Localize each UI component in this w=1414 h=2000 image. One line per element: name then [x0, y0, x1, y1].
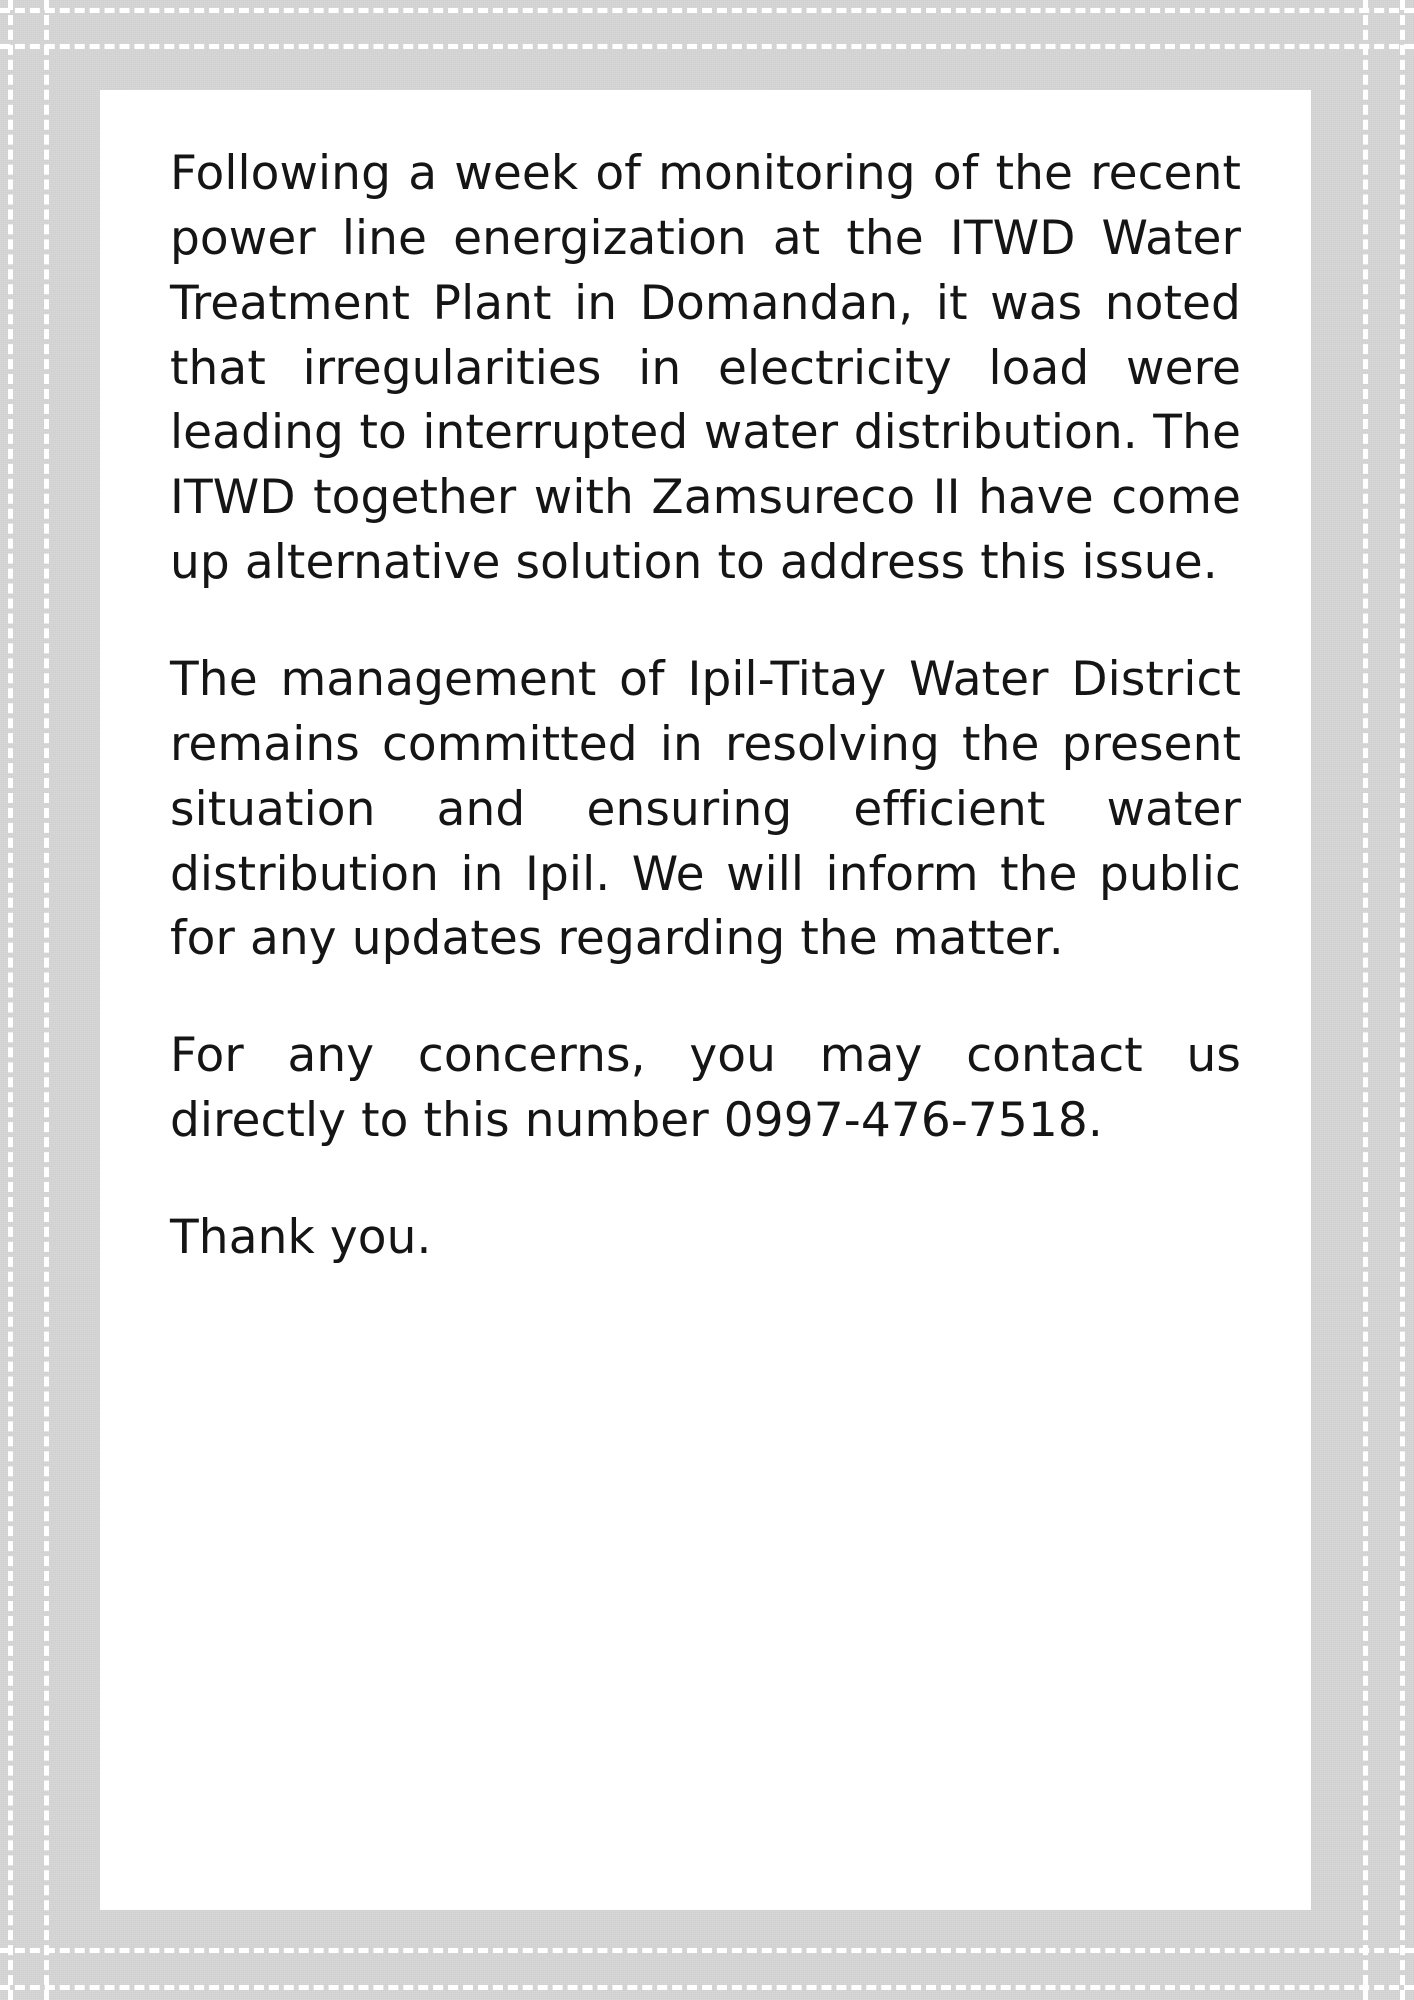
- frame-dash-left-outer: [8, 0, 13, 2000]
- notice-card: [100, 90, 1311, 1910]
- frame-dash-bottom-outer: [0, 1985, 1414, 1990]
- frame-dash-top-outer: [0, 8, 1414, 13]
- notice-paragraph-1: Following a week of monitoring of the recent power line energization at the ITWD Water Treatment Plant in Domandan, it was noted that irregularities in electricity load were leading to interrupted water distribution. The ITWD together with Zamsureco II have come up alternative solution to address this issue.: [170, 146, 1241, 591]
- frame-dash-bottom-inner: [0, 1948, 1414, 1953]
- frame-dash-top-inner: [0, 44, 1414, 49]
- frame-dash-right-inner: [1363, 0, 1368, 2000]
- notice-paragraph-contact: For any concerns, you may contact us directly to this number 0997-476-7518.: [170, 1028, 1241, 1149]
- notice-paragraph-2: The management of Ipil-Titay Water District remains committed in resolving the present situation and ensuring efficient water distribution in Ipil. We will inform the public for any updates regarding the matter.: [170, 652, 1241, 967]
- notice-paragraph-closing: Thank you.: [170, 1210, 432, 1266]
- frame-dash-left-inner: [44, 0, 49, 2000]
- frame-dash-right-outer: [1400, 0, 1405, 2000]
